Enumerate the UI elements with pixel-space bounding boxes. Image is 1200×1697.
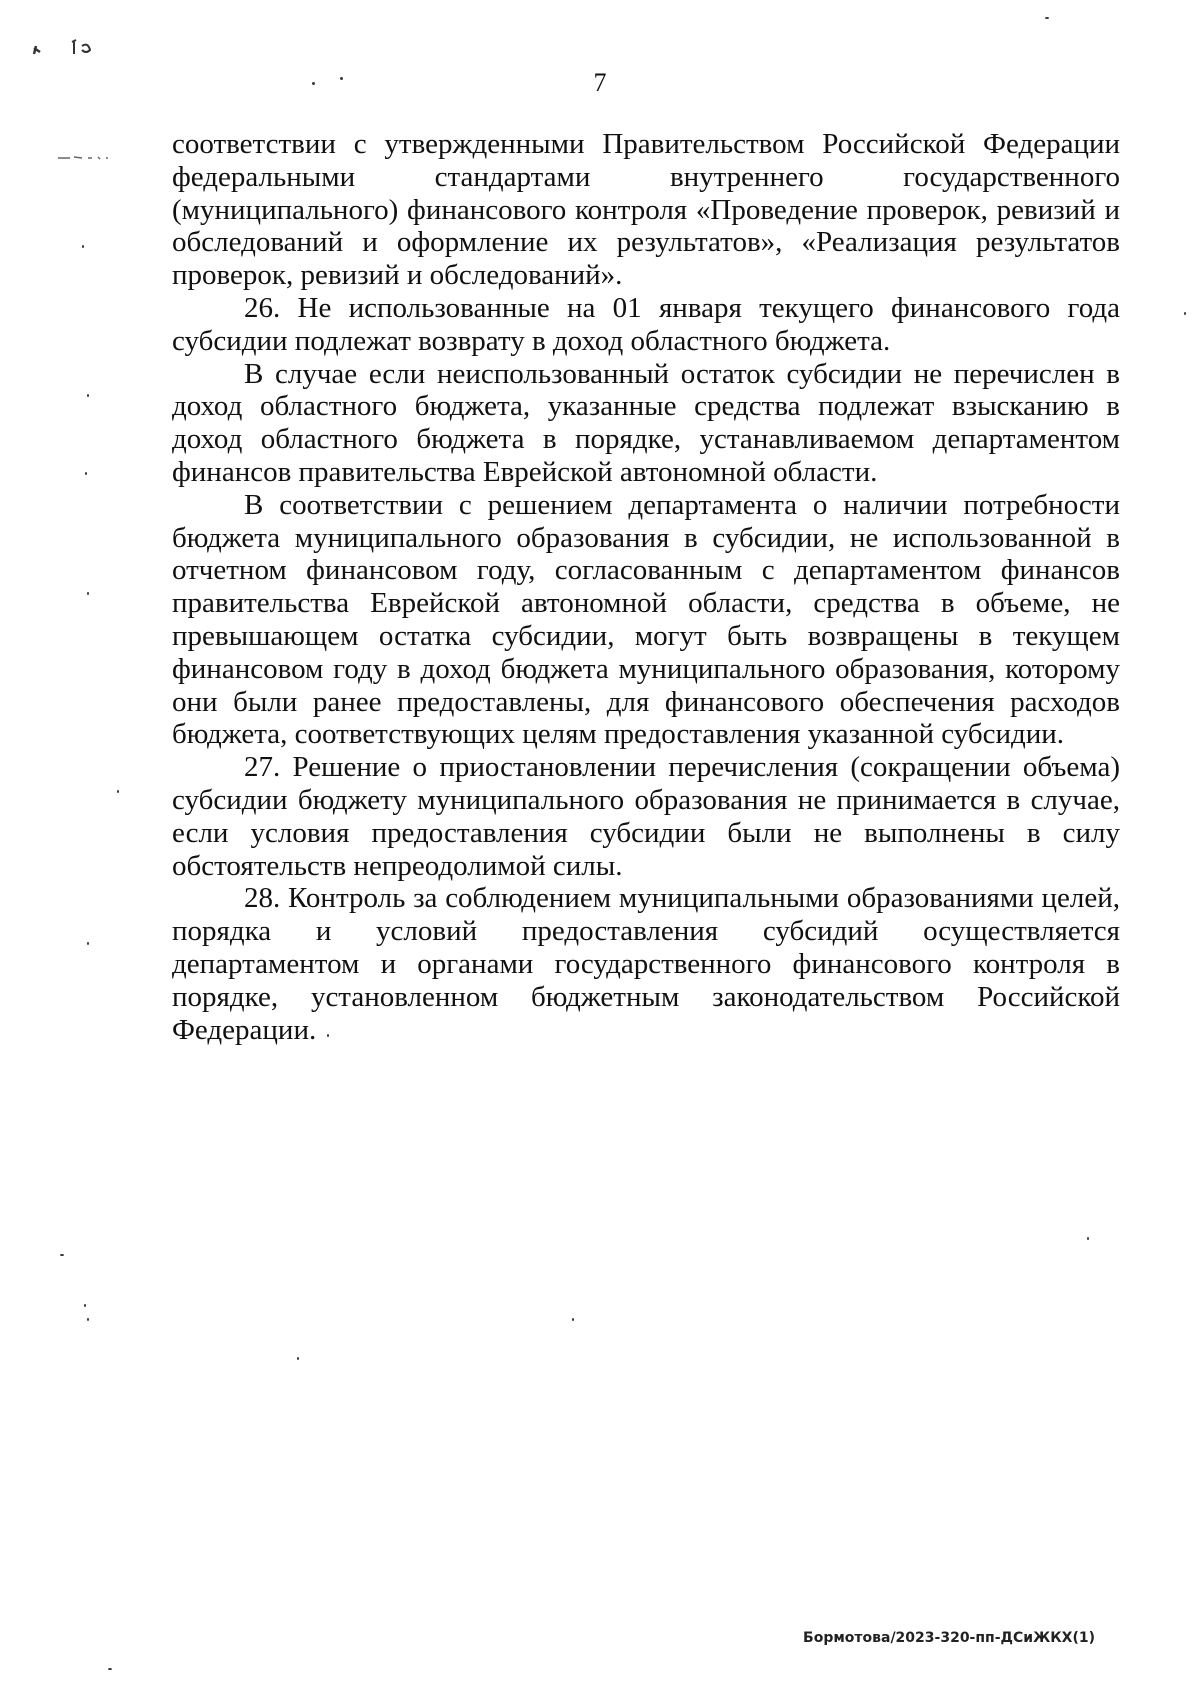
paragraph-item-28: 28. Контроль за соблюдением муниципальными образованиями целей, порядка и условий предоставления субсидий осуществляется департаментом и органами государственного финансового контроля в порядке, установленном бюджетным законодательством Российской Федерации.: [172, 882, 1120, 1046]
scan-speck: [85, 472, 87, 475]
paragraph-item-26: 26. Не использованные на 01 января текущего финансового года субсидии подлежат возврату в доход областного бюджета.: [172, 291, 1120, 357]
paragraph-continuation: соответствии с утвержденными Правительством Российской Федерации федеральными стандартами внутреннего государственного (муниципального) финансового контроля «Проведение проверок, ревизий и обследований и оформление их результатов», «Реализация результатов проверок, ревизий и обследований».: [172, 128, 1120, 292]
scan-speck: [297, 1357, 299, 1360]
scan-speck: [84, 1304, 86, 1307]
scan-artifacts: [28, 30, 128, 170]
scan-speck: [87, 592, 89, 595]
scan-speck: [87, 1318, 89, 1321]
scan-speck: [87, 942, 89, 945]
paragraph-item-27: 27. Решение о приостановлении перечисления (сокращении объема) субсидии бюджету муниципального образования не принимается в случае, если условия предоставления субсидии были не выполнены в силу обстоятельств непреодолимой силы.: [172, 751, 1120, 882]
scan-speck: [1184, 312, 1186, 315]
paragraph-unreturned-balance: В случае если неиспользованный остаток субсидии не перечислен в доход областного бюджета, указанные средства подлежат взысканию в доход областного бюджета в порядке, устанавливаемом департаментом финансов правительства Еврейской автономной области.: [172, 357, 1120, 488]
scan-speck: [108, 1668, 112, 1670]
paragraph-return-decision: В соответствии с решением департамента о наличии потребности бюджета муниципального образования в субсидии, не использованной в отчетном финансовом году, согласованным с департаментом финансов правительства Еврейской автономной области, средства в объеме, не превышающем остатка субсидии, могут быть возвращены в текущем финансовом году в доход бюджета муниципального образования, которому они были ранее предоставлены, для финансового обеспечения расходов бюджета, соответствующих целям предоставления указанной субсидии.: [172, 488, 1120, 751]
document-reference-code: Бормотова/2023-320-пп-ДСиЖКХ(1): [803, 1630, 1095, 1646]
scan-speck: [87, 394, 89, 397]
scan-speck: [82, 245, 84, 248]
scan-speck: [60, 1254, 64, 1256]
scan-speck: [1087, 1237, 1089, 1240]
scan-speck: [117, 790, 119, 793]
scan-speck: [572, 1318, 574, 1321]
document-body: [172, 128, 1120, 1046]
page-number: 7: [593, 68, 607, 97]
scan-speck: [1045, 17, 1049, 19]
